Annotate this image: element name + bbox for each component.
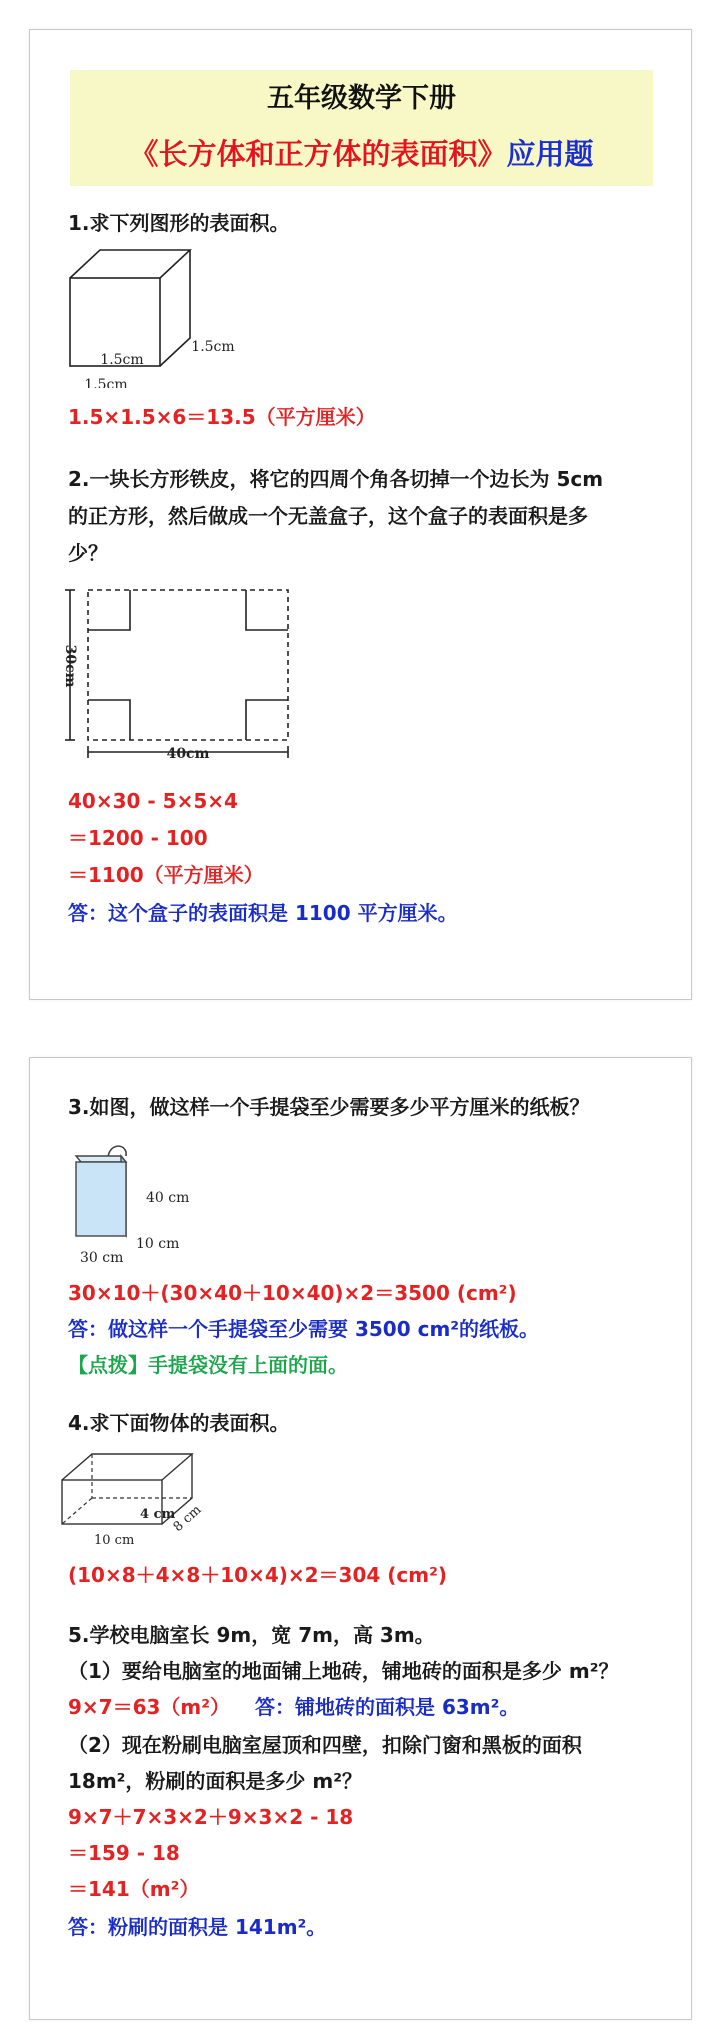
q5-part1-answer: 答：铺地砖的面积是 63m²。 xyxy=(255,1695,520,1719)
q5-part2-calc-line2: ＝159 - 18 xyxy=(68,1841,180,1865)
sheet-width-label: 40cm xyxy=(166,746,210,762)
title-topic xyxy=(70,132,653,173)
q5-part1-calc: 9×7＝63（m²） xyxy=(68,1695,231,1719)
box-dim-depth: 8 cm xyxy=(170,1502,205,1535)
q5-part2-question-line1: （2）现在粉刷电脑室屋顶和四壁，扣除门窗和黑板的面积 xyxy=(68,1733,582,1757)
cube-dim-base: 1.5cm xyxy=(84,377,128,388)
title-topic-suffix: 应用题 xyxy=(506,137,594,171)
q3-calc: 30×10＋(30×40＋10×40)×2＝3500 (cm²) xyxy=(68,1281,517,1305)
q5-question: 5.学校电脑室长 9m，宽 7m，高 3m。 xyxy=(68,1623,435,1647)
q2-question-line3: 少？ xyxy=(68,541,108,565)
q4-question: 4.求下面物体的表面积。 xyxy=(68,1411,290,1435)
q3-hint: 【点拨】手提袋没有上面的面。 xyxy=(68,1353,348,1377)
q3-question: 3.如图，做这样一个手提袋至少需要多少平方厘米的纸板？ xyxy=(68,1095,590,1119)
q2-question-line2: 的正方形，然后做成一个无盖盒子，这个盒子的表面积是多 xyxy=(68,504,588,528)
q3-answer: 答：做这样一个手提袋至少需要 3500 cm²的纸板。 xyxy=(68,1317,540,1341)
title-grade: 五年级数学下册 xyxy=(267,83,456,114)
worksheet-card-2 xyxy=(29,1057,692,2020)
box-dim-length: 10 cm xyxy=(94,1533,135,1548)
title-topic-main: 《长方体和正方体的表面积》 xyxy=(129,137,507,171)
sheet-height-label: 30cm xyxy=(62,644,78,688)
q1-answer: 1.5×1.5×6＝13.5（平方厘米） xyxy=(68,405,376,429)
q5-part2-question-line2: 18m²，粉刷的面积是多少 m²？ xyxy=(68,1769,362,1793)
box-figure xyxy=(58,1450,238,1550)
q5-part2-calc-line3: ＝141（m²） xyxy=(68,1877,200,1901)
bag-dim-height: 40 cm xyxy=(146,1190,190,1206)
q5-part1-solution xyxy=(68,1690,668,1724)
sheet-figure xyxy=(60,582,300,762)
worksheet-card-1 xyxy=(29,29,692,1000)
q1-question: 1.求下列图形的表面积。 xyxy=(68,211,290,235)
q5-part2-calc-line1: 9×7＋7×3×2＋9×3×2 - 18 xyxy=(68,1805,354,1829)
cube-dim-front: 1.5cm xyxy=(100,352,144,368)
bag-dim-width: 30 cm xyxy=(80,1250,124,1266)
q2-calc-line2: ＝1200 - 100 xyxy=(68,826,208,850)
box-dim-height: 4 cm xyxy=(140,1507,176,1522)
q2-calc-line3: ＝1100（平方厘米） xyxy=(68,863,264,887)
q2-calc-line1: 40×30 - 5×5×4 xyxy=(68,789,238,813)
title-banner xyxy=(70,70,653,186)
cube-figure xyxy=(68,248,268,388)
q2-question-line1: 2.一块长方形铁皮，将它的四周个角各切掉一个边长为 5cm xyxy=(68,467,604,491)
cube-dim-depth: 1.5cm xyxy=(191,339,235,355)
q5-part2-answer: 答：粉刷的面积是 141m²。 xyxy=(68,1915,327,1939)
bag-dim-depth: 10 cm xyxy=(136,1236,180,1252)
q5-part1-question: （1）要给电脑室的地面铺上地砖，铺地砖的面积是多少 m²？ xyxy=(68,1659,619,1683)
q2-answer: 答：这个盒子的表面积是 1100 平方厘米。 xyxy=(68,901,458,925)
bag-figure xyxy=(66,1132,246,1267)
q4-calc: (10×8＋4×8＋10×4)×2＝304 (cm²) xyxy=(68,1563,448,1587)
